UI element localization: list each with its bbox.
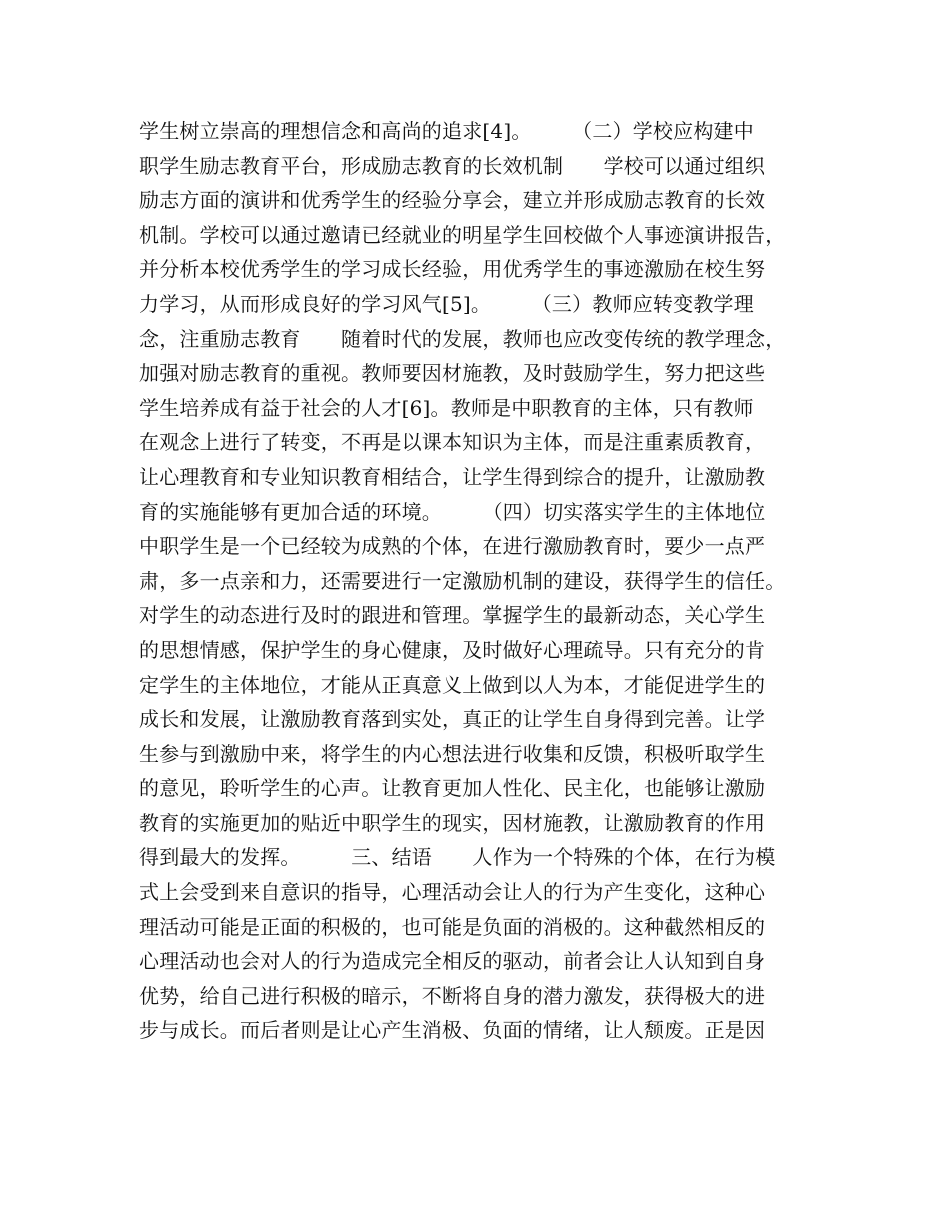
text-line: 得到最大的发挥。 三、结语 人作为一个特殊的个体，在行为模 [139, 845, 776, 870]
body-text [139, 114, 829, 1048]
text-line: 让心理教育和专业知识教育相结合，让学生得到综合的提升，让激励教 [139, 464, 766, 489]
text-line: 力学习，从而形成良好的学习风气[5]。 （三）教师应转变教学理 [139, 291, 754, 316]
text-line: 优势，给自己进行积极的暗示，不断将自身的潜力激发，获得极大的进 [139, 983, 766, 1008]
text-line: 对学生的动态进行及时的跟进和管理。掌握学生的最新动态，关心学生 [139, 603, 766, 628]
text-line: 职学生励志教育平台，形成励志教育的长效机制 学校可以通过组织 [139, 153, 766, 178]
text-line: 的意见，聆听学生的心声。让教育更加人性化、民主化，也能够让激励 [139, 776, 766, 801]
text-line: 中职学生是一个已经较为成熟的个体，在进行激励教育时，要少一点严 [139, 534, 766, 559]
text-line: 成长和发展，让激励教育落到实处，真正的让学生自身得到完善。让学 [139, 707, 766, 732]
text-line: 机制。学校可以通过邀请已经就业的明星学生回校做个人事迹演讲报告， [139, 222, 786, 247]
text-line: 的思想情感，保护学生的身心健康，及时做好心理疏导。只有充分的肯 [139, 637, 766, 662]
text-line: 念，注重励志教育 随着时代的发展，教师也应改变传统的教学理念， [139, 326, 786, 351]
text-line: 式上会受到来自意识的指导，心理活动会让人的行为产生变化，这种心 [139, 880, 766, 905]
text-line: 步与成长。而后者则是让心产生消极、负面的情绪，让人颓废。正是因 [139, 1018, 766, 1043]
text-line: 肃，多一点亲和力，还需要进行一定激励机制的建设，获得学生的信任。 [139, 568, 786, 593]
text-line: 育的实施能够有更加合适的环境。 （四）切实落实学生的主体地位 [139, 499, 766, 524]
text-line: 教育的实施更加的贴近中职学生的现实，因材施教，让激励教育的作用 [139, 810, 766, 835]
text-line: 励志方面的演讲和优秀学生的经验分享会，建立并形成励志教育的长效 [139, 188, 766, 213]
text-line: 在观念上进行了转变，不再是以课本知识为主体，而是注重素质教育， [139, 430, 766, 455]
text-line: 生参与到激励中来，将学生的内心想法进行收集和反馈，积极听取学生 [139, 741, 766, 766]
text-line: 心理活动也会对人的行为造成完全相反的驱动，前者会让人认知到自身 [139, 949, 766, 974]
text-line: 学生树立崇高的理想信念和高尚的追求[4]。 （二）学校应构建中 [139, 119, 754, 143]
text-line: 定学生的主体地位，才能从正真意义上做到以人为本，才能促进学生的 [139, 672, 766, 697]
text-line: 并分析本校优秀学生的学习成长经验，用优秀学生的事迹激励在校生努 [139, 257, 766, 282]
text-line: 学生培养成有益于社会的人才[6]。教师是中职教育的主体，只有教师 [139, 395, 754, 420]
text-line: 加强对励志教育的重视。教师要因材施教，及时鼓励学生，努力把这些 [139, 361, 766, 386]
text-line: 理活动可能是正面的积极的，也可能是负面的消极的。这种截然相反的 [139, 914, 766, 939]
